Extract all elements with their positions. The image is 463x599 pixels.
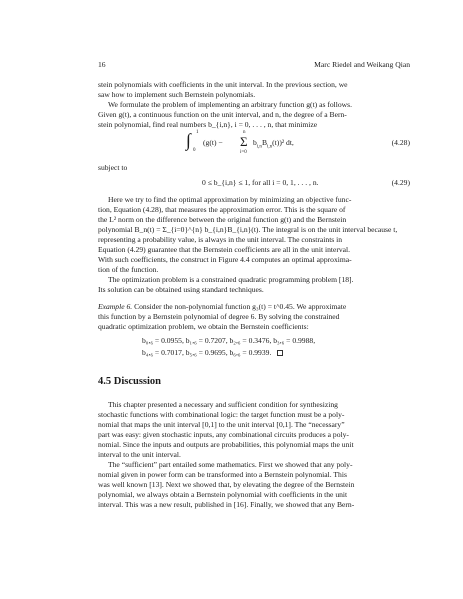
example-label: Example 6. (98, 302, 133, 311)
body-line: saw how to implement such Bernstein polynomials. (98, 90, 256, 99)
coefficients-line-2: b₄,₆ = 0.7017, b₅,₆ = 0.9695, b₆,₆ = 0.9939. (142, 348, 283, 358)
equation-body: (g(t) − (203, 138, 223, 147)
body-line: Given g(t), a continuous function on the unit interval, and n, the degree of a Bern- (98, 110, 347, 119)
section-title: Discussion (113, 376, 162, 387)
example-line (98, 302, 410, 312)
body-line: polynomial B_n(t) = Σ_{i=0}^{n} b_{i,n}B_{i,n}(t). The integral is on the unit interval because t, (98, 225, 398, 234)
summation-sign: Σ (240, 134, 248, 149)
integral-sign: ∫ (186, 130, 191, 150)
section-number: 4.5 (98, 376, 112, 387)
body-line: representing a probability value, is always in the unit interval. The constraints in (98, 235, 343, 244)
body-line: Equation (4.29) guarantee that the Bernstein coefficients are all in the unit interval. (98, 245, 351, 254)
body-line: stochastic functions with combinational logic: the target function must be a poly- (98, 410, 345, 419)
body-line: nomial given in power form can be transformed into a Bernstein polynomial. This (98, 470, 347, 479)
body-line: subject to (98, 163, 128, 172)
body-line: this function by a Bernstein polynomial of degree 6. By solving the constrained (98, 312, 340, 321)
body-line: nomial. Since the inputs and outputs are probabilities, this polynomial maps the unit (98, 440, 354, 449)
body-line: The “sufficient” part entailed some mathematics. First we showed that any poly- (108, 460, 353, 469)
body-line: tion of the function. (98, 265, 159, 274)
body-line: nomial that maps the unit interval [0,1] to the unit interval [0,1]. The “necessary” (98, 420, 345, 429)
body-line: quadratic optimization problem, we obtain the Bernstein coefficients: (98, 322, 309, 331)
equation-4-29: 0 ≤ b_{i,n} ≤ 1, for all i = 0, 1, . . . , n. (202, 178, 319, 187)
body-line: the L² norm on the difference between the original function g(t) and the Bernstein (98, 215, 347, 224)
body-line: interval. This was a new result, published in [16]. Finally, we showed that any Bern- (98, 500, 355, 509)
body-line: polynomial, we always obtain a Bernstein polynomial with coefficients in the unit (98, 490, 348, 499)
body-line: part was easy: given stochastic inputs, any combinational circuits produces a poly- (98, 430, 349, 439)
body-line: stein polynomial, find real numbers b_{i,n}, i = 0, . . . , n, that minimize (98, 120, 318, 129)
body-line: We formulate the problem of implementing an arbitrary function g(t) as follows. (108, 100, 353, 109)
body-line: This chapter presented a necessary and sufficient condition for synthesizing (108, 400, 338, 409)
equation-number: (4.28) (391, 138, 410, 147)
body-line: tion, Equation (4.28), that measures the approximation error. This is the square of (98, 205, 346, 214)
body-line: stein polynomials with coefficients in the unit interval. In the previous section, we (98, 80, 348, 89)
qed-symbol (277, 350, 283, 356)
equation-term-b: $b_{i,n}B_{i,n}(t))^2$ dt, (253, 138, 294, 150)
page-number: 16 (98, 60, 106, 69)
section-heading (98, 376, 161, 388)
body-line: With such coefficients, the construct in Figure 4.4 computes an optimal approxima- (98, 255, 352, 264)
coefficients-line-1: b₀,₆ = 0.0955, b₁,₆ = 0.7207, b₂,₆ = 0.3476, b₃,₆ = 0.9988, (142, 336, 316, 345)
body-line: was well known [13]. Next we showed that, by elevating the degree of the Bernstein (98, 480, 355, 489)
running-head: Marc Riedel and Weikang Qian (314, 60, 410, 69)
equation-number: (4.29) (391, 178, 410, 187)
body-line: Here we try to find the optimal approximation by minimizing an objective func- (108, 195, 352, 204)
sum-upper-limit: n (243, 130, 246, 135)
integral-upper-limit: 1 (196, 130, 199, 135)
body-line: The optimization problem is a constrained quadratic programming problem [18]. (108, 275, 354, 284)
body-line: Its solution can be obtained using standard techniques. (98, 285, 264, 294)
example-text: Consider the non-polynomial function g₃(t) = t^0.45. We approximate (132, 302, 347, 311)
body-line: interval to the unit interval. (98, 450, 181, 459)
integral-lower-limit: 0 (193, 148, 196, 153)
sum-lower-limit: i=0 (240, 150, 247, 155)
